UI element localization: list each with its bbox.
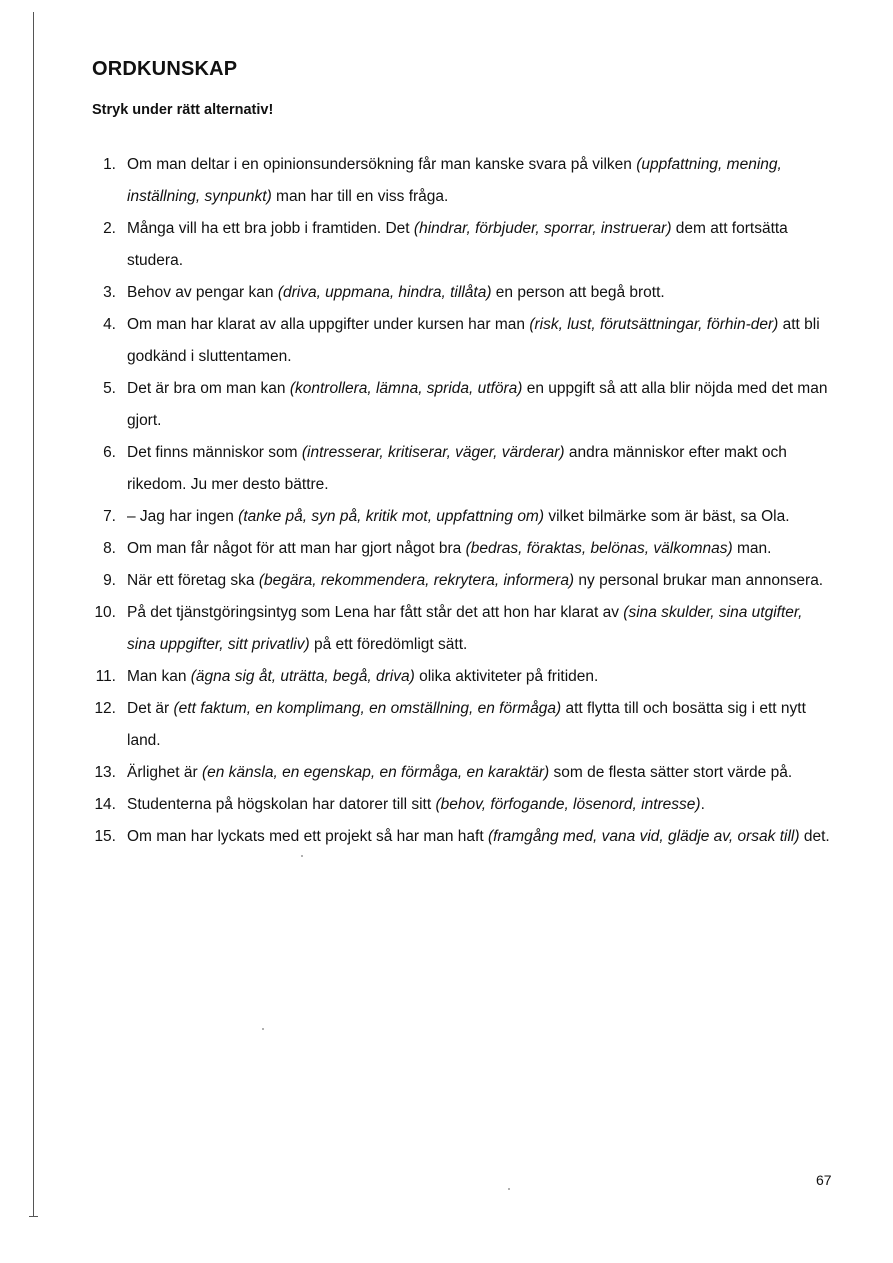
item-number: 13. xyxy=(94,764,116,781)
item-number: 14. xyxy=(94,796,116,813)
item-text xyxy=(127,565,834,597)
item-options: (ägna sig åt, uträtta, begå, driva) xyxy=(190,668,415,685)
item-number: 2. xyxy=(103,220,116,237)
item-options: (tanke på, syn på, kritik mot, uppfattning om) xyxy=(238,508,545,525)
item-sentence-start: Behov av pengar kan xyxy=(127,284,278,301)
binding-margin-tick xyxy=(29,1216,38,1217)
item-sentence-end: . xyxy=(700,796,705,813)
item-text xyxy=(127,213,834,277)
binding-margin-line xyxy=(33,12,34,1217)
item-sentence-end: att bli godkänd i sluttentamen. xyxy=(127,316,820,365)
item-sentence-end: det. xyxy=(799,828,830,845)
item-text xyxy=(127,789,834,821)
scan-speck xyxy=(301,855,303,857)
item-sentence-end: en person att begå brott. xyxy=(491,284,665,301)
exercise-item-2 xyxy=(92,213,834,277)
item-number: 9. xyxy=(103,572,116,589)
item-options: (begära, rekommendera, rekrytera, informera) xyxy=(258,572,575,589)
exercise-item-15 xyxy=(92,821,834,853)
item-sentence-start: Det finns människor som xyxy=(127,444,302,461)
item-options: (intresserar, kritiserar, väger, värderar) xyxy=(301,444,565,461)
item-number: 3. xyxy=(103,284,116,301)
item-sentence-end: som de flesta sätter stort värde på. xyxy=(549,764,793,781)
exercise-item-9 xyxy=(92,565,834,597)
item-text xyxy=(127,373,834,437)
item-number: 12. xyxy=(94,700,116,717)
page-number: 67 xyxy=(816,1172,832,1188)
item-sentence-end: ny personal brukar man annonsera. xyxy=(574,572,824,589)
item-sentence-start: När ett företag ska xyxy=(127,572,259,589)
item-text xyxy=(127,309,834,373)
item-sentence-start: Ärlighet är xyxy=(127,764,202,781)
exercise-item-10 xyxy=(92,597,834,661)
item-text xyxy=(127,597,834,661)
item-options: (behov, förfogande, lösenord, intresse) xyxy=(435,796,701,813)
item-text xyxy=(127,149,834,213)
item-options: (risk, lust, förutsättningar, förhin-der) xyxy=(529,316,779,333)
item-sentence-start: Studenterna på högskolan har datorer till sitt xyxy=(127,796,436,813)
item-text xyxy=(127,533,834,565)
item-number: 8. xyxy=(103,540,116,557)
exercise-item-5 xyxy=(92,373,834,437)
item-options: (uppfattning, mening, inställning, synpunkt) xyxy=(127,156,782,205)
item-sentence-end: olika aktiviteter på fritiden. xyxy=(414,668,599,685)
item-sentence-end: dem att fortsätta studera. xyxy=(127,220,788,269)
item-options: (sina skulder, sina utgifter, sina uppgifter, sitt privatliv) xyxy=(127,604,803,653)
item-text xyxy=(127,277,834,309)
exercise-item-14 xyxy=(92,789,834,821)
item-sentence-start: Om man deltar i en opinionsundersökning får man kanske svara på vilken xyxy=(127,156,637,173)
item-sentence-start: Om man har klarat av alla uppgifter under kursen har man xyxy=(127,316,530,333)
item-number: 10. xyxy=(94,604,116,621)
item-sentence-start: – Jag har ingen xyxy=(127,508,239,525)
exercise-item-6 xyxy=(92,437,834,501)
item-sentence-end: man. xyxy=(732,540,772,557)
item-options: (hindrar, förbjuder, sporrar, instruerar) xyxy=(413,220,672,237)
item-text xyxy=(127,661,834,693)
item-sentence-start: På det tjänstgöringsintyg som Lena har fått står det att hon har klarat av xyxy=(127,604,624,621)
item-options: (kontrollera, lämna, sprida, utföra) xyxy=(289,380,523,397)
item-sentence-end: vilket bilmärke som är bäst, sa Ola. xyxy=(544,508,790,525)
exercise-item-4 xyxy=(92,309,834,373)
exercise-item-13 xyxy=(92,757,834,789)
item-number: 7. xyxy=(103,508,116,525)
item-text xyxy=(127,693,834,757)
page-title: ORDKUNSKAP xyxy=(92,58,238,80)
item-sentence-end: att flytta till och bosätta sig i ett nytt land. xyxy=(127,700,806,749)
exercise-item-1 xyxy=(92,149,834,213)
item-sentence-end: på ett föredömligt sätt. xyxy=(309,636,468,653)
item-number: 1. xyxy=(103,156,116,173)
item-sentence-start: Om man får något för att man har gjort något bra xyxy=(127,540,466,557)
item-sentence-start: Många vill ha ett bra jobb i framtiden. Det xyxy=(127,220,414,237)
item-number: 15. xyxy=(94,828,116,845)
item-sentence-start: Om man har lyckats med ett projekt så har man haft xyxy=(127,828,488,845)
item-number: 5. xyxy=(103,380,116,397)
item-options: (driva, uppmana, hindra, tillåta) xyxy=(277,284,492,301)
item-options: (framgång med, vana vid, glädje av, orsak till) xyxy=(487,828,800,845)
item-options: (bedras, föraktas, belönas, välkomnas) xyxy=(465,540,733,557)
item-sentence-start: Det är bra om man kan xyxy=(127,380,290,397)
item-sentence-end: man har till en viss fråga. xyxy=(271,188,449,205)
item-text xyxy=(127,437,834,501)
exercise-item-3 xyxy=(92,277,834,309)
item-sentence-end: andra människor efter makt och rikedom. Ju mer desto bättre. xyxy=(127,444,787,493)
item-number: 4. xyxy=(103,316,116,333)
exercise-instruction: Stryk under rätt alternativ! xyxy=(92,102,274,118)
item-number: 6. xyxy=(103,444,116,461)
item-sentence-end: en uppgift så att alla blir nöjda med det man gjort. xyxy=(127,380,828,429)
item-sentence-start: Man kan xyxy=(127,668,191,685)
item-options: (ett faktum, en komplimang, en omställning, en förmåga) xyxy=(173,700,562,717)
exercise-item-8 xyxy=(92,533,834,565)
item-text xyxy=(127,501,834,533)
scan-speck xyxy=(262,1028,264,1030)
item-options: (en känsla, en egenskap, en förmåga, en karaktär) xyxy=(201,764,550,781)
scan-speck xyxy=(508,1188,510,1190)
item-text xyxy=(127,757,834,789)
exercise-list xyxy=(92,149,834,853)
exercise-item-12 xyxy=(92,693,834,757)
item-text xyxy=(127,821,834,853)
exercise-item-11 xyxy=(92,661,834,693)
item-number: 11. xyxy=(95,668,116,685)
item-sentence-start: Det är xyxy=(127,700,174,717)
exercise-item-7 xyxy=(92,501,834,533)
